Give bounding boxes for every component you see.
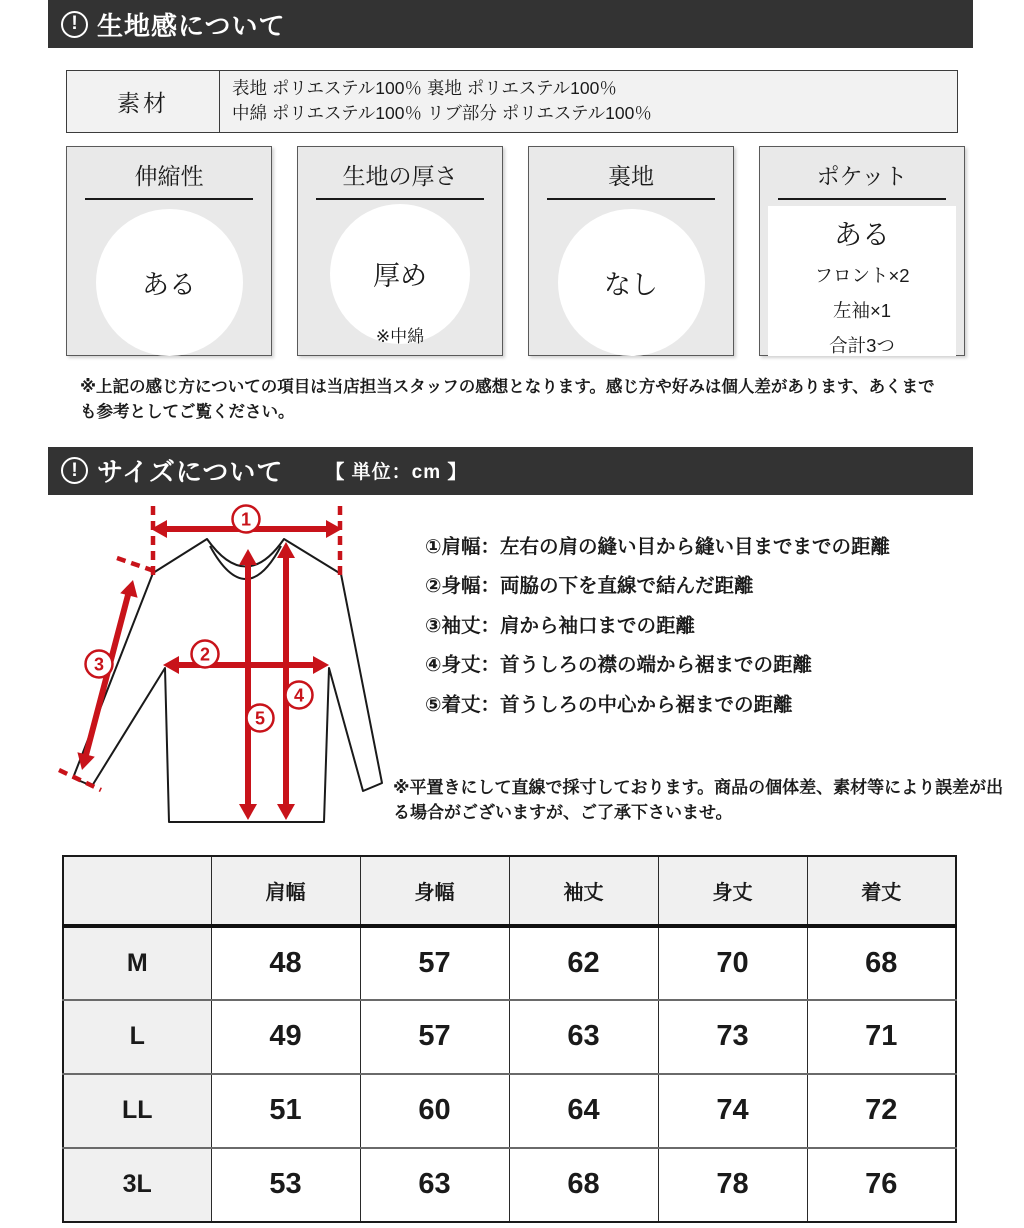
section-header-size bbox=[48, 447, 973, 495]
size-value: 72 bbox=[807, 1074, 956, 1148]
size-label: M bbox=[63, 926, 211, 1000]
alert-glyph: ! bbox=[71, 13, 78, 34]
size-value: 76 bbox=[807, 1148, 956, 1222]
size-value: 60 bbox=[360, 1074, 509, 1148]
size-value: 64 bbox=[509, 1074, 658, 1148]
size-value: 48 bbox=[211, 926, 360, 1000]
size-section-title: サイズについて bbox=[97, 457, 284, 488]
diagram-label-1: 1 bbox=[240, 509, 252, 530]
pocket-detail: 左袖×1 bbox=[832, 299, 892, 321]
measure-description: ③袖丈：肩から袖口までの距離 bbox=[425, 614, 696, 637]
size-value: 57 bbox=[360, 1000, 509, 1074]
size-table-header: 身幅 bbox=[360, 856, 509, 926]
size-value: 63 bbox=[509, 1000, 658, 1074]
size-value: 73 bbox=[658, 1000, 807, 1074]
diagram-label-5: 5 bbox=[254, 708, 266, 729]
feature-title: 裏地 bbox=[547, 158, 714, 200]
feature-note: ※中綿 bbox=[375, 326, 425, 346]
size-value: 51 bbox=[211, 1074, 360, 1148]
size-table-header: 袖丈 bbox=[509, 856, 658, 926]
material-table bbox=[66, 70, 958, 133]
diagram-label-4: 4 bbox=[293, 685, 305, 706]
size-value: 49 bbox=[211, 1000, 360, 1074]
feature-value: なし bbox=[604, 269, 658, 300]
feature-title: ポケット bbox=[778, 158, 945, 200]
size-table-header: 着丈 bbox=[807, 856, 956, 926]
measure-description: ⑤着丈：首うしろの中心から裾までの距離 bbox=[425, 693, 793, 716]
table-row bbox=[63, 1148, 956, 1222]
feature-title: 生地の厚さ bbox=[316, 158, 483, 200]
unit-label: 【 単位：cm 】 bbox=[325, 462, 468, 484]
feature-title: 伸縮性 bbox=[85, 158, 252, 200]
diagram-label-3: 3 bbox=[93, 654, 105, 675]
size-label: LL bbox=[63, 1074, 211, 1148]
size-value: 63 bbox=[360, 1148, 509, 1222]
size-value: 78 bbox=[658, 1148, 807, 1222]
material-line-2: 中綿 ポリエステル100％ リブ部分 ポリエステル100％ bbox=[232, 103, 652, 124]
measurement-note: ※平置きにして直線で採寸しております。商品の個体差、素材等により誤差が出る場合がございますが、ご了承下さいませ。 bbox=[393, 777, 1004, 823]
shirt-outline bbox=[73, 539, 382, 822]
size-table bbox=[62, 855, 957, 1223]
size-value: 71 bbox=[807, 1000, 956, 1074]
feature-box-stretch bbox=[66, 146, 272, 356]
measure-description: ④身丈：首うしろの襟の端から裾までの距離 bbox=[425, 654, 813, 677]
size-diagram bbox=[55, 502, 415, 840]
feature-box-thickness bbox=[297, 146, 503, 356]
table-row bbox=[63, 1074, 956, 1148]
size-value: 53 bbox=[211, 1148, 360, 1222]
size-value: 70 bbox=[658, 926, 807, 1000]
table-row bbox=[63, 926, 956, 1000]
section-header-fabric bbox=[48, 0, 973, 48]
material-content bbox=[219, 71, 957, 132]
feature-box-row bbox=[66, 146, 967, 356]
pocket-detail: 合計3つ bbox=[829, 334, 895, 356]
fabric-section-title: 生地感について bbox=[97, 10, 286, 41]
size-value: 74 bbox=[658, 1074, 807, 1148]
size-table-header bbox=[63, 856, 211, 926]
size-table-header: 身丈 bbox=[658, 856, 807, 926]
size-label: L bbox=[63, 1000, 211, 1074]
table-row bbox=[63, 1000, 956, 1074]
size-table-header: 肩幅 bbox=[211, 856, 360, 926]
pocket-detail: フロント×2 bbox=[814, 264, 910, 286]
feature-value-circle bbox=[558, 209, 705, 356]
alert-icon bbox=[61, 11, 88, 38]
feature-value: ある bbox=[833, 218, 890, 250]
size-label: 3L bbox=[63, 1148, 211, 1222]
feature-box-lining bbox=[528, 146, 734, 356]
size-table-header-row bbox=[63, 856, 956, 926]
material-label: 素材 bbox=[117, 89, 169, 116]
alert-icon bbox=[61, 457, 88, 484]
feature-value-circle bbox=[96, 209, 243, 356]
measure-description-list bbox=[425, 531, 890, 729]
size-value: 68 bbox=[807, 926, 956, 1000]
alert-glyph: ! bbox=[71, 459, 78, 481]
fabric-disclaimer: ※上記の感じ方についての項目は当店担当スタッフの感想となります。感じ方や好みは個人差があります、あくまでも参考としてご覧ください。 bbox=[80, 377, 935, 422]
feature-box-pocket bbox=[759, 146, 965, 356]
feature-value: 厚め bbox=[373, 261, 427, 292]
size-value: 62 bbox=[509, 926, 658, 1000]
size-value: 57 bbox=[360, 926, 509, 1000]
diagram-label-2: 2 bbox=[199, 644, 211, 665]
material-line-1: 表地 ポリエステル100％ 裏地 ポリエステル100％ bbox=[232, 78, 617, 98]
pocket-detail-panel bbox=[768, 206, 956, 356]
feature-value: ある bbox=[142, 269, 196, 300]
size-value: 68 bbox=[509, 1148, 658, 1222]
measure-description: ①肩幅：左右の肩の縫い目から縫い目までまでの距離 bbox=[425, 535, 891, 558]
measure-description: ②身幅：両脇の下を直線で結んだ距離 bbox=[425, 575, 754, 598]
size-diagram-area bbox=[0, 495, 1024, 847]
